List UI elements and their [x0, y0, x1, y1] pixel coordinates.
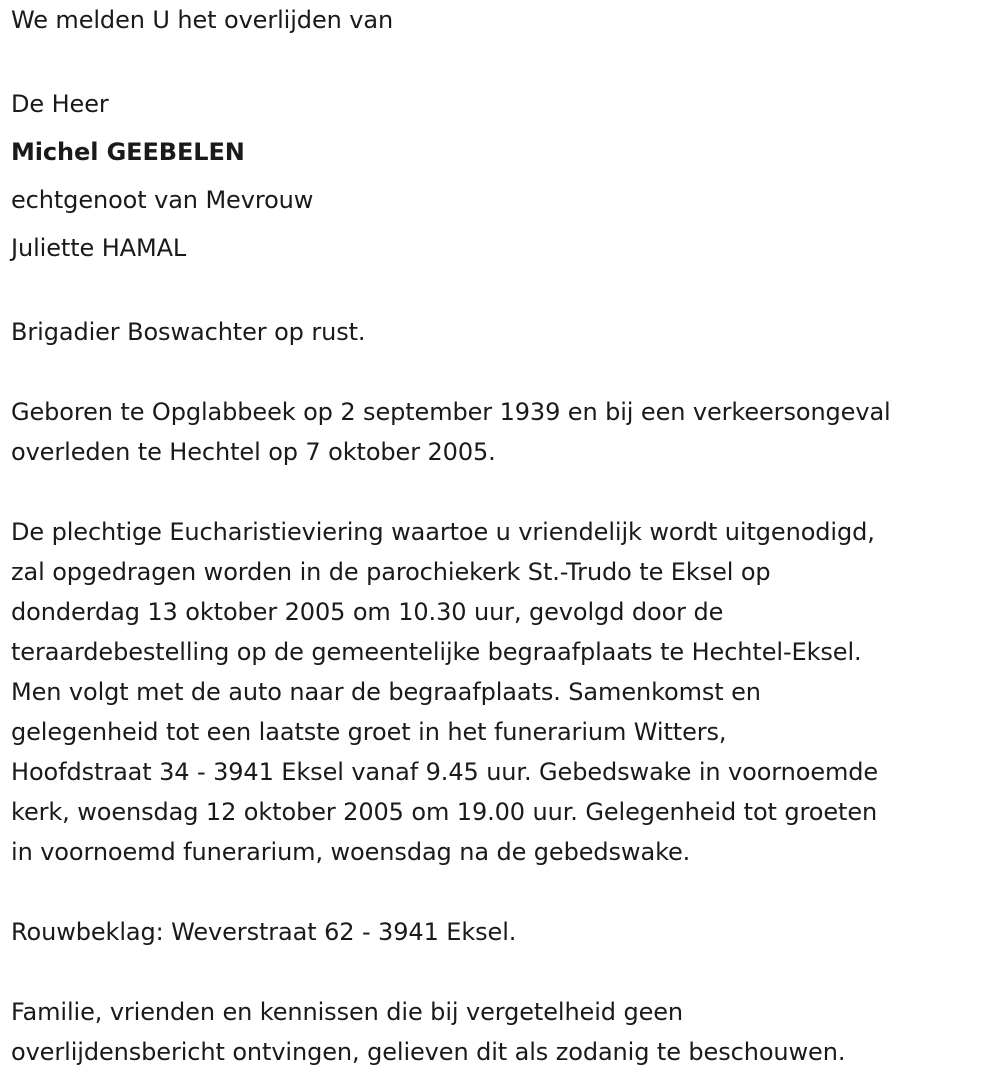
spacer [11, 952, 996, 992]
birth-death-paragraph [11, 392, 996, 472]
paragraph-line: teraardebestelling op de gemeentelijke begraafplaats te Hechtel-Eksel. [11, 638, 862, 666]
paragraph-line: overlijdensbericht ontvingen, gelieven dit als zodanig te beschouwen. [11, 1038, 846, 1066]
paragraph-line: Hoofdstraat 34 - 3941 Eksel vanaf 9.45 uur. Gebedswake in voornoemde [11, 758, 879, 786]
paragraph-line: De plechtige Eucharistieviering waartoe u vriendelijk wordt uitgenodigd, [11, 518, 875, 546]
spacer [11, 352, 996, 392]
occupation-line: Brigadier Boswachter op rust. [11, 318, 366, 346]
death-notice-document [11, 0, 996, 1072]
paragraph-line: Geboren te Opglabbeek op 2 september 1939 en bij een verkeersongeval [11, 398, 891, 426]
ceremony-paragraph [11, 512, 996, 872]
paragraph-line: Men volgt met de auto naar de begraafplaats. Samenkomst en [11, 678, 761, 706]
spacer [11, 872, 996, 912]
deceased-title: De Heer [11, 90, 109, 118]
spacer [11, 272, 996, 312]
spacer [11, 40, 996, 80]
spouse-line-2: Juliette HAMAL [11, 234, 187, 262]
paragraph-line: kerk, woensdag 12 oktober 2005 om 19.00 uur. Gelegenheid tot groeten [11, 798, 878, 826]
paragraph-line: gelegenheid tot een laatste groet in het funerarium Witters, [11, 718, 727, 746]
spacer [11, 472, 996, 512]
condolence-address: Rouwbeklag: Weverstraat 62 - 3941 Eksel. [11, 918, 517, 946]
paragraph-line: in voornoemd funerarium, woensdag na de gebedswake. [11, 838, 691, 866]
deceased-name: Michel GEEBELEN [11, 138, 245, 166]
closing-paragraph [11, 992, 996, 1072]
intro-line: We melden U het overlijden van [11, 6, 394, 34]
paragraph-line: donderdag 13 oktober 2005 om 10.30 uur, gevolgd door de [11, 598, 724, 626]
paragraph-line: zal opgedragen worden in de parochiekerk St.-Trudo te Eksel op [11, 558, 771, 586]
paragraph-line: Familie, vrienden en kennissen die bij vergetelheid geen [11, 998, 684, 1026]
paragraph-line: overleden te Hechtel op 7 oktober 2005. [11, 438, 496, 466]
spouse-line-1: echtgenoot van Mevrouw [11, 186, 314, 214]
